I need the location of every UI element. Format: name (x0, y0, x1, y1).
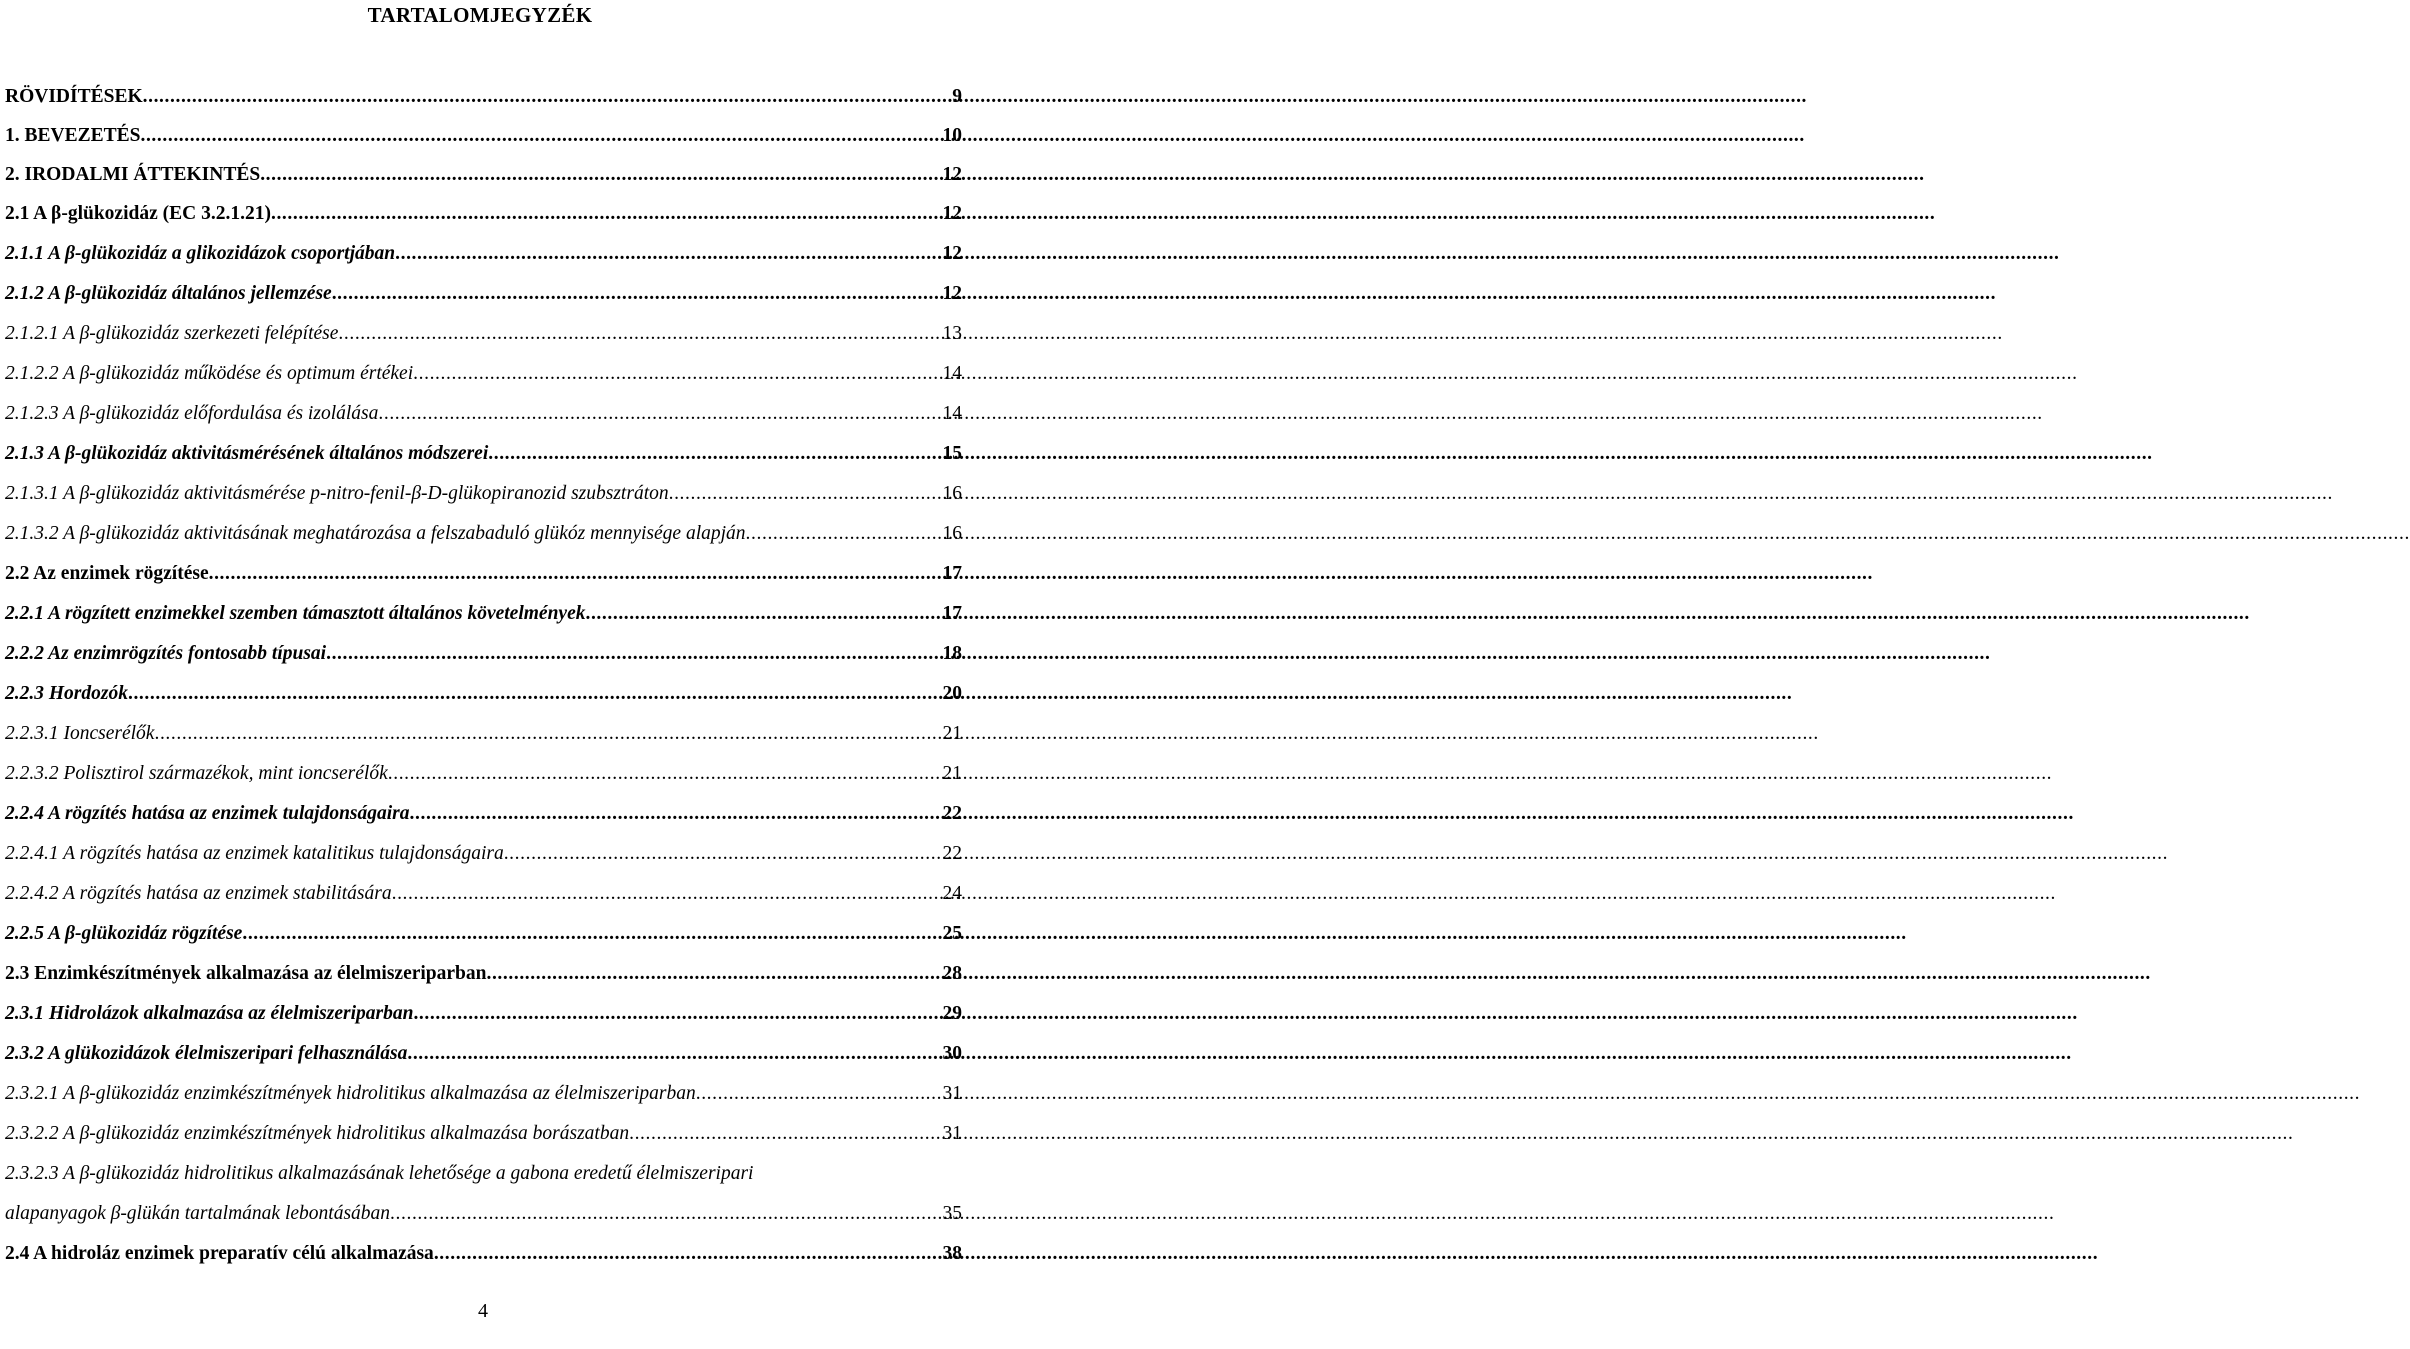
toc-entry[interactable] (5, 361, 962, 387)
toc-entry-text: 2.2.4 A rögzítés hatása az enzimek tulajdonságaira (5, 803, 410, 824)
dot-leader (338, 321, 941, 347)
dot-leader (140, 123, 941, 149)
toc-entry-text: 2.2.4.2 A rögzítés hatása az enzimek stabilitására (5, 883, 392, 904)
toc-entry-text: 2.2.3 Hordozók (5, 683, 128, 704)
toc-entry[interactable] (5, 123, 962, 149)
toc-entry-text: 2.1.2.1 A β-glükozidáz szerkezeti felépítése (5, 323, 339, 344)
toc-entry-page: 9 (952, 86, 962, 107)
toc-entry-page: 12 (942, 283, 962, 304)
toc-entry-page: 12 (942, 243, 962, 264)
toc-entry[interactable] (5, 281, 962, 307)
toc-entry-page: 10 (942, 125, 962, 146)
toc-entry-wrapped-second-line[interactable] (5, 1201, 962, 1227)
dot-leader (271, 201, 942, 227)
toc-entry-text: 2.1 A β-glükozidáz (EC 3.2.1.21) (5, 203, 271, 224)
toc-entry-text: 2.3.2.2 A β-glükozidáz enzimkészítmények hidrolitikus alkalmazása borászatban (5, 1123, 630, 1144)
toc-entry-page: 29 (942, 1003, 962, 1024)
dot-leader (504, 841, 942, 867)
toc-entry-page: 17 (942, 563, 962, 584)
toc-entry-text: 2.2.2 Az enzimrögzítés fontosabb típusai (5, 643, 327, 664)
toc-entry-page: 12 (942, 203, 962, 224)
toc-entry[interactable] (5, 84, 962, 110)
toc-entry-text: 2.3 Enzimkészítmények alkalmazása az élelmiszeriparban (5, 963, 487, 984)
dot-leader (260, 162, 941, 188)
toc-entry[interactable] (5, 881, 962, 907)
toc-entry-page: 16 (942, 523, 962, 544)
toc-entry[interactable] (5, 601, 962, 627)
toc-entry-text: 2.1.2.3 A β-glükozidáz előfordulása és izolálása (5, 403, 379, 424)
toc-entry[interactable] (5, 441, 962, 467)
toc-entry-text: 2.2.5 A β-glükozidáz rögzítése (5, 923, 243, 944)
dot-leader (585, 601, 941, 627)
toc-entry[interactable] (5, 1081, 962, 1107)
toc-entry[interactable] (5, 401, 962, 427)
toc-entry-page: 22 (942, 843, 962, 864)
toc-entry-page: 28 (942, 963, 962, 984)
dot-leader (143, 84, 952, 110)
toc-entry-page: 31 (942, 1083, 962, 1104)
toc-entry-page: 31 (942, 1123, 962, 1144)
toc-entry-page: 25 (942, 923, 962, 944)
toc-entry[interactable] (5, 801, 962, 827)
toc-entry[interactable] (5, 1001, 962, 1027)
dot-leader (154, 721, 941, 747)
toc-entry[interactable] (5, 921, 962, 947)
dot-leader (242, 921, 941, 947)
dot-leader (209, 561, 942, 587)
toc-entry-page: 22 (942, 803, 962, 824)
page-number: 4 (478, 1300, 488, 1322)
toc-entry-text: 2.1.3.1 A β-glükozidáz aktivitásmérése p-nitro-fenil-β-D-glükopiranozid szubsztráton (5, 483, 669, 504)
toc-entry[interactable] (5, 241, 962, 267)
toc-entry-page: 21 (942, 723, 962, 744)
dot-leader (128, 681, 942, 707)
toc-entry-text: 2.1.3 A β-glükozidáz aktivitásmérésének általános módszerei (5, 443, 489, 464)
toc-entry-text: 2.3.1 Hidrolázok alkalmazása az élelmiszeriparban (5, 1003, 414, 1024)
toc-entry-text: 2.2 Az enzimek rögzítése (5, 563, 209, 584)
toc-entry[interactable] (5, 321, 962, 347)
toc-entry[interactable] (5, 561, 962, 587)
dot-leader (696, 1081, 942, 1107)
dot-leader (488, 441, 941, 467)
page-title: TARTALOMJEGYZÉK (367, 3, 593, 27)
dot-leader (669, 481, 942, 507)
toc-entry-text: alapanyagok β-glükán tartalmának lebontásában (5, 1203, 391, 1224)
dot-leader (486, 961, 941, 987)
dot-leader (388, 761, 942, 787)
dot-leader (326, 641, 941, 667)
toc-entry-page: 30 (942, 1043, 962, 1064)
toc-entry-page: 18 (942, 643, 962, 664)
toc-entry[interactable] (5, 1121, 962, 1147)
toc-entry-page: 21 (942, 763, 962, 784)
dot-leader (378, 401, 941, 427)
dot-leader (392, 881, 942, 907)
toc-entry-page: 12 (942, 164, 962, 185)
toc-entry-text: 2.3.2 A glükozidázok élelmiszeripari felhasználása (5, 1043, 408, 1064)
toc-entry-page: 24 (942, 883, 962, 904)
toc-entry[interactable] (5, 1041, 962, 1067)
toc-entry-text: 2.2.1 A rögzített enzimekkel szemben támasztott általános követelmények (5, 603, 586, 624)
toc-entry[interactable] (5, 201, 962, 227)
toc-entry-page: 13 (942, 323, 962, 344)
toc-entry[interactable] (5, 162, 962, 188)
toc-entry-page: 14 (942, 363, 962, 384)
toc-entry-page: 15 (942, 443, 962, 464)
toc-entry-page: 17 (942, 603, 962, 624)
toc-entry-text: 2.1.1 A β-glükozidáz a glikozidázok csoportjában (5, 243, 396, 264)
toc-entry[interactable] (5, 481, 962, 507)
dot-leader (629, 1121, 941, 1147)
dot-leader (395, 241, 941, 267)
dot-leader (390, 1201, 941, 1227)
toc-entry-text: 2.3.2.3 A β-glükozidáz hidrolitikus alkalmazásának lehetősége a gabona eredetű élelmiszeripari (5, 1163, 754, 1184)
toc-entry[interactable] (5, 1241, 962, 1267)
toc-entry-text: 2.1.2 A β-glükozidáz általános jellemzése (5, 283, 332, 304)
dot-leader (434, 1241, 942, 1267)
dot-leader (407, 1041, 941, 1067)
toc-entry-page: 38 (942, 1243, 962, 1264)
toc-entry-text: RÖVIDÍTÉSEK (5, 86, 143, 107)
toc-entry-text: 2.2.3.2 Polisztirol származékok, mint ioncserélők (5, 763, 388, 784)
toc-entry-page: 16 (942, 483, 962, 504)
toc-entry-text: 2.4 A hidroláz enzimek preparatív célú alkalmazása (5, 1243, 434, 1264)
dot-leader (332, 281, 942, 307)
dot-leader (410, 801, 942, 827)
toc-entry-text: 2.3.2.1 A β-glükozidáz enzimkészítmények hidrolitikus alkalmazása az élelmiszeriparban (5, 1083, 696, 1104)
toc-entry-text: 2. IRODALMI ÁTTEKINTÉS (5, 164, 261, 185)
toc-entry[interactable] (5, 521, 962, 547)
toc-entry-text: 2.1.3.2 A β-glükozidáz aktivitásának meghatározása a felszabaduló glükóz mennyisége alapján (5, 523, 746, 544)
toc-entry[interactable] (5, 961, 962, 987)
toc-entry-page: 35 (942, 1203, 962, 1224)
toc-entry-wrapped-first-line[interactable] (5, 1161, 962, 1187)
toc-entry-page: 14 (942, 403, 962, 424)
toc-entry-text: 2.2.3.1 Ioncserélők (5, 723, 155, 744)
toc-entry[interactable] (5, 681, 962, 707)
toc-entry[interactable] (5, 641, 962, 667)
toc-entry-text: 2.2.4.1 A rögzítés hatása az enzimek katalitikus tulajdonságaira (5, 843, 504, 864)
toc-entry[interactable] (5, 721, 962, 747)
toc-entry-text: 1. BEVEZETÉS (5, 125, 141, 146)
dot-leader (413, 1001, 941, 1027)
dot-leader (746, 521, 942, 547)
toc-entry-text: 2.1.2.2 A β-glükozidáz működése és optimum értékei (5, 363, 414, 384)
dot-leader (413, 361, 941, 387)
toc-entry-page: 20 (942, 683, 962, 704)
toc-entry[interactable] (5, 841, 962, 867)
toc-entry[interactable] (5, 761, 962, 787)
